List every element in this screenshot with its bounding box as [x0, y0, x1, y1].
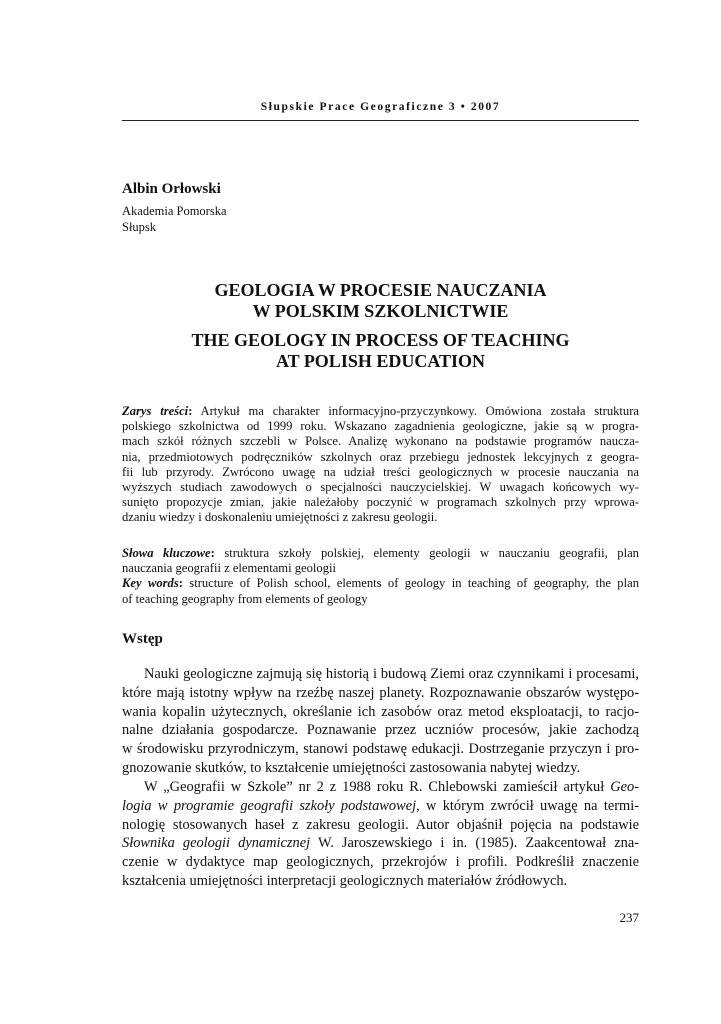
body-line [122, 797, 639, 816]
body-text: , w którym zwrócił uwagę na termi- [416, 797, 639, 814]
abstract-line: polskiego szkolnictwa od 1999 roku. Wskazano zagadnienia geologiczne, jakie są w progra- [122, 419, 639, 434]
body-line: nalne działania gospodarcze. Poznawanie przez uczniów procesów, jakie zachodzą [122, 722, 639, 739]
author-affiliation: Akademia Pomorska [122, 204, 227, 218]
abstract-line: Zarys treści: Artykuł ma charakter informacyjno-przyczynkowy. Omówiona została struktura [122, 404, 639, 418]
body-line: czenie w dydaktyce map geologicznych, przekrojów i profili. Podkreślił znaczenie [122, 854, 639, 871]
keywords-en-line: of teaching geography from elements of geology [122, 591, 368, 606]
body-italic: Geo- [610, 779, 639, 795]
title-polish-line1: GEOLOGIA W PROCESIE NAUCZANIA [214, 280, 547, 300]
journal-header: Słupskie Prace Geograficzne 3 • 2007 [260, 101, 501, 113]
keywords [122, 546, 639, 607]
author-name: Albin Orłowski [122, 181, 221, 197]
body-line [122, 834, 639, 853]
body-line: w środowisku przyrodniczym, stanowi podstawę edukacji. Dostrzeganie przyczyn i pro- [122, 741, 639, 758]
title-english-line2: AT POLISH EDUCATION [275, 351, 486, 371]
keywords-en-text: structure of Polish school, elements of geology in teaching of geography, the plan [182, 576, 639, 591]
keywords-pl-line: Słowa kluczowe: struktura szkoły polskiej, elementy geologii w nauczaniu geografii, plan [122, 546, 639, 560]
title-english-line1: THE GEOLOGY IN PROCESS OF TEACHING [191, 330, 570, 350]
abstract-line: nia, przedmiotowych podręczników szkolnych oraz przebiegu jednostek lekcyjnych z geogra- [122, 449, 639, 464]
page-number: 237 [619, 910, 639, 925]
body-paragraph-2 [122, 778, 639, 891]
body-line: nologię stosowanych haseł z zakresu geologii. Autor objaśnił pojęcia na podstawie [122, 816, 639, 833]
abstract-line: dzaniu wiedzy i doskonaleniu umiejętności z zakresu geologii. [122, 510, 438, 525]
abstract-line: fii lub przyrody. Zwrócono uwagę na udział treści geologicznych w procesie nauczania na [122, 464, 639, 479]
title-polish [122, 280, 639, 322]
keywords-pl-text: struktura szkoły polskiej, elementy geologii w nauczaniu geografii, plan [214, 546, 639, 560]
body-paragraph-1 [122, 665, 639, 778]
title-polish-line2: W POLSKIM SZKOLNICTWIE [252, 301, 509, 321]
body-line: które mają istotny wpływ na rzeźbę naszej planety. Rozpoznawanie obszarów występo- [122, 684, 639, 701]
keywords-pl-label: Słowa kluczowe [122, 546, 211, 560]
body-line: kształcenia umiejętności interpretacji geologicznych materiałów źródłowych. [122, 872, 568, 889]
body-line: gnozowanie skutków, to kształcenie umiejętności zastosowania nabytej wiedzy. [122, 759, 581, 776]
body-line: Nauki geologiczne zajmują się historią i budową Ziemi oraz czynnikami i procesami, [144, 666, 639, 682]
abstract-line: mach szkół różnych szczebli w Polsce. Analizę wykonano na podstawie programów naucza- [122, 434, 639, 449]
abstract-line1-text: Artykuł ma charakter informacyjno-przyczynkowy. Omówiona została struktura [192, 404, 639, 418]
abstract-line: sunięto propozycje zmian, jakie należałoby poczynić w programach szkolnych przy wprowa- [122, 495, 639, 510]
keywords-pl-line: nauczania geografii z elementami geologii [122, 561, 336, 576]
keywords-en-label: Key words [122, 576, 179, 591]
body-text: W. Jaroszewskiego i in. (1985). Zaakcentował zna- [310, 835, 640, 852]
keywords-en-line: Key words: structure of Polish school, elements of geology in teaching of geography, the plan [122, 576, 639, 591]
abstract [122, 404, 639, 526]
section-heading: Wstęp [122, 631, 163, 647]
body-line: wania kopalin użytecznych, określanie ich zasobów oraz metod eksploatacji, to racjo- [122, 703, 639, 720]
author-city: Słupsk [122, 220, 157, 234]
abstract-label: Zarys treści [122, 404, 189, 418]
title-english [122, 330, 639, 372]
header-rule [122, 120, 639, 121]
abstract-line: wyższych studiach zawodowych o specjalności nauczycielskiej. W uwagach końcowych wy- [122, 480, 639, 495]
body-italic: logia w programie geografii szkoły podstawowej [122, 797, 417, 814]
body-line [122, 778, 639, 797]
body-italic: Słownika geologii dynamicznej [122, 835, 311, 852]
body-text: W „Geografii w Szkole” nr 2 z 1988 roku R. Chlebowski zamieścił artykuł [144, 779, 611, 795]
